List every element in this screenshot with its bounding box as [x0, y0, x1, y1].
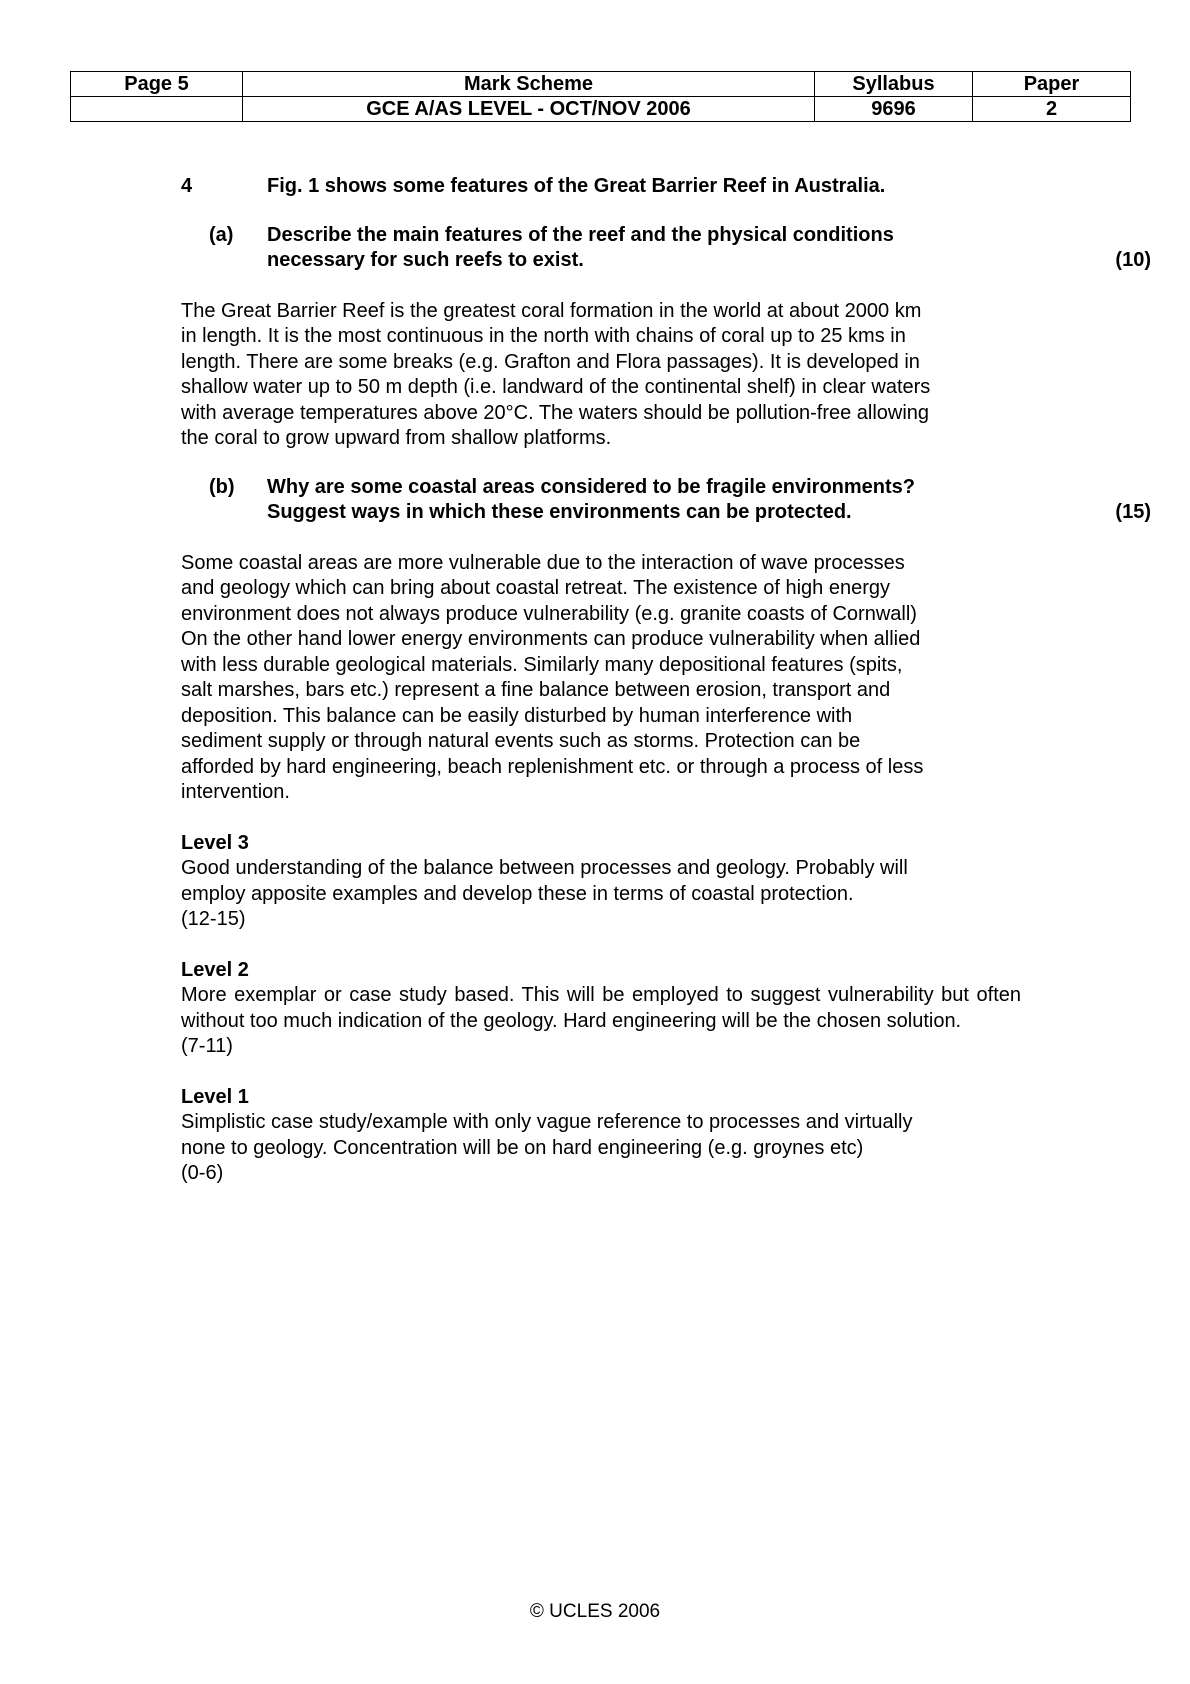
part-b-line-2: Suggest ways in which these environments can be protected.	[267, 501, 852, 523]
level-1-line: none to geology. Concentration will be on hard engineering (e.g. groynes etc)	[181, 1136, 864, 1159]
part-a-answer	[181, 299, 1021, 452]
part-b-answer	[181, 551, 1021, 806]
level-3-line: employ apposite examples and develop these in terms of coastal protection.	[181, 882, 854, 905]
answer-line: afforded by hard engineering, beach replenishment etc. or through a process of less	[181, 755, 924, 778]
part-b-marks: (15)	[1115, 501, 1151, 523]
header-table	[70, 71, 1131, 122]
syllabus-label: Syllabus	[815, 72, 973, 97]
header-row-2	[71, 97, 1131, 122]
level-3-range: (12-15)	[181, 908, 246, 930]
answer-line: salt marshes, bars etc.) represent a fine balance between erosion, transport and	[181, 679, 891, 701]
exam-subtitle: GCE A/AS LEVEL - OCT/NOV 2006	[243, 97, 815, 122]
part-a-line-1: Describe the main features of the reef and the physical conditions	[267, 223, 894, 246]
level-2-block	[181, 958, 1021, 1060]
document-title: Mark Scheme	[243, 72, 815, 97]
answer-line: environment does not always produce vulnerability (e.g. granite coasts of Cornwall)	[181, 602, 917, 625]
header-row-1	[71, 72, 1131, 97]
answer-line: The Great Barrier Reef is the greatest coral formation in the world at about 2000 km	[181, 299, 922, 322]
answer-line: in length. It is the most continuous in the north with chains of coral up to 25 kms in	[181, 325, 906, 347]
part-a-line-2: necessary for such reefs to exist.	[267, 249, 584, 271]
answer-line: intervention.	[181, 781, 290, 803]
mark-scheme-content	[181, 174, 1151, 1187]
paper-label: Paper	[973, 72, 1131, 97]
level-2-title: Level 2	[181, 958, 249, 981]
answer-line: On the other hand lower energy environments can produce vulnerability when allied	[181, 628, 921, 650]
answer-line: shallow water up to 50 m depth (i.e. landward of the continental shelf) in clear waters	[181, 376, 931, 398]
part-b-line-1: Why are some coastal areas considered to be fragile environments?	[267, 475, 915, 498]
answer-line: Some coastal areas are more vulnerable due to the interaction of wave processes	[181, 551, 905, 574]
level-2-text: More exemplar or case study based. This will be employed to suggest vulnerability but often without too much indication of the geology. Hard engineering will be the chosen solution.	[181, 984, 1021, 1032]
question-heading	[181, 174, 1021, 200]
answer-line: with less durable geological materials. Similarly many depositional features (spits,	[181, 653, 903, 676]
answer-line: sediment supply or through natural events such as storms. Protection can be	[181, 730, 861, 752]
level-1-range: (0-6)	[181, 1162, 224, 1184]
level-1-line: Simplistic case study/example with only vague reference to processes and virtually	[181, 1111, 913, 1133]
paper-value: 2	[973, 97, 1131, 122]
answer-line: with average temperatures above 20°C. The waters should be pollution-free allowing	[181, 401, 930, 424]
copyright-footer: © UCLES 2006	[529, 1601, 661, 1622]
question-text: Fig. 1 shows some features of the Great Barrier Reef in Australia.	[267, 175, 886, 197]
level-3-block	[181, 831, 1021, 933]
syllabus-value: 9696	[815, 97, 973, 122]
part-a-marks: (10)	[1115, 249, 1151, 271]
empty-cell	[71, 97, 243, 122]
level-3-title: Level 3	[181, 831, 249, 854]
level-3-line: Good understanding of the balance between processes and geology. Probably will	[181, 857, 908, 879]
answer-line: the coral to grow upward from shallow platforms.	[181, 427, 612, 449]
part-a-question	[181, 223, 1151, 274]
level-1-title: Level 1	[181, 1085, 249, 1108]
question-number: 4	[181, 175, 193, 197]
level-1-block	[181, 1085, 1021, 1187]
answer-line: deposition. This balance can be easily disturbed by human interference with	[181, 704, 853, 727]
part-b-label: (b)	[209, 475, 235, 498]
part-a-label: (a)	[209, 223, 234, 246]
answer-line: and geology which can bring about coastal retreat. The existence of high energy	[181, 577, 890, 599]
part-b-question	[181, 475, 1151, 526]
level-2-range: (7-11)	[181, 1035, 233, 1057]
page-label: Page 5	[71, 72, 243, 97]
answer-line: length. There are some breaks (e.g. Grafton and Flora passages). It is developed in	[181, 350, 920, 373]
